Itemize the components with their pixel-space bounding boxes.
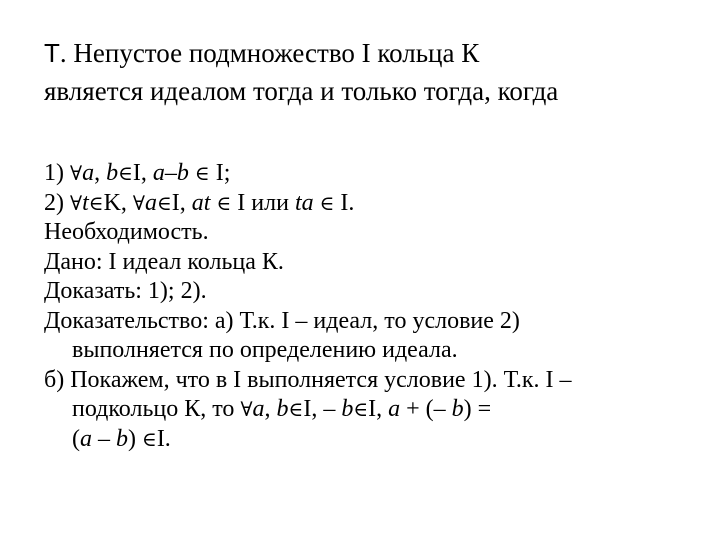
- text: ,: [264, 396, 277, 422]
- text: I или: [231, 189, 295, 216]
- forall-symbol: ∀: [132, 190, 145, 215]
- proof-line-5: [44, 425, 704, 455]
- condition-2: [44, 189, 704, 219]
- prove-line: Доказать: 1); 2).: [44, 278, 207, 304]
- element-of-symbol: ∈: [319, 190, 335, 215]
- theorem-line-1: [44, 34, 694, 72]
- text: I.: [156, 425, 171, 452]
- necessity-heading: Необходимость.: [44, 219, 209, 245]
- forall-symbol: ∀: [70, 190, 83, 215]
- text: ) =: [463, 396, 492, 422]
- var-b: b: [451, 396, 464, 422]
- expr-a-minus-b: a–b: [152, 160, 189, 186]
- theorem-line-1-text: . Непустое подмножество I кольца К: [59, 38, 480, 68]
- element-of-symbol: ∈: [353, 397, 369, 421]
- var-a: a: [388, 396, 401, 422]
- text: I,: [368, 396, 389, 422]
- var-a: a: [82, 160, 95, 186]
- expr-at: at: [191, 189, 211, 216]
- expr-ta: ta: [294, 189, 314, 216]
- var-a: a: [252, 396, 265, 422]
- var-b: b: [276, 396, 289, 422]
- text: –: [92, 425, 116, 452]
- text: I;: [209, 160, 231, 186]
- condition-2-number: 2): [44, 189, 70, 216]
- text: I,: [171, 189, 192, 216]
- var-b: b: [116, 425, 128, 452]
- theorem-line-2: является идеалом тогда и только тогда, когда: [44, 76, 559, 106]
- element-of-symbol: ∈: [288, 397, 304, 421]
- proof-line-3: б) Покажем, что в I выполняется условие 1). Т.к. I –: [44, 366, 572, 393]
- text: K,: [103, 189, 133, 216]
- theorem-label: Т: [44, 38, 60, 68]
- slide-body: [44, 159, 704, 454]
- var-b: b: [341, 396, 354, 422]
- forall-symbol: ∀: [70, 161, 83, 185]
- forall-symbol: ∀: [240, 397, 253, 421]
- element-of-symbol: ∈: [88, 190, 104, 215]
- var-a: a: [80, 425, 92, 452]
- element-of-symbol: ∈: [118, 161, 133, 185]
- var-t: t: [82, 189, 89, 216]
- text: I, –: [303, 396, 342, 422]
- text: подкольцо К, то: [72, 396, 241, 422]
- proof-line-2: выполняется по определению идеала.: [72, 337, 458, 363]
- given-line: Дано: I идеал кольца К.: [44, 248, 284, 275]
- theorem-statement: [44, 34, 694, 110]
- element-of-symbol: ∈: [194, 161, 210, 185]
- text: + (–: [400, 396, 452, 422]
- text: I.: [334, 189, 355, 216]
- condition-1-number: 1): [44, 160, 70, 186]
- text: (: [72, 425, 80, 452]
- var-a: a: [144, 189, 157, 216]
- element-of-symbol: ∈: [142, 426, 157, 451]
- text: I,: [132, 160, 153, 186]
- condition-1: [44, 159, 704, 189]
- proof-line-1: Доказательство: а) Т.к. I – идеал, то условие 2): [44, 307, 520, 334]
- text: ,: [94, 160, 107, 186]
- proof-line-4: [44, 395, 704, 425]
- element-of-symbol: ∈: [156, 190, 172, 215]
- element-of-symbol: ∈: [216, 190, 232, 215]
- var-b: b: [106, 160, 119, 186]
- text: ): [128, 425, 142, 452]
